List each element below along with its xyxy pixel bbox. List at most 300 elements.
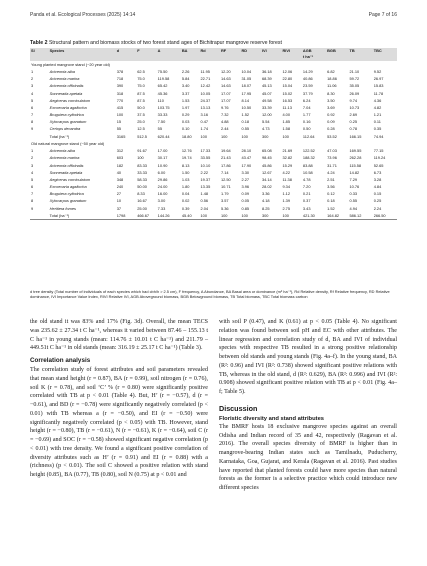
- table-cell: 0.15: [373, 191, 382, 197]
- table-cell: 0.09: [241, 191, 250, 197]
- table-cell: 17.07: [220, 97, 231, 103]
- table-cell: 33.33: [157, 112, 168, 118]
- table-cell: 2.22: [200, 169, 209, 175]
- table-cell: 12.5: [137, 126, 145, 132]
- table-cell: 8: [31, 198, 34, 204]
- column-header: Sl: [30, 48, 49, 55]
- table-cell: 83.33: [137, 162, 147, 168]
- table-cell: 2.27: [241, 176, 250, 182]
- table-cell: 3: [31, 83, 34, 89]
- table-cell: 4.82: [373, 104, 382, 110]
- table-cell: 12.00: [261, 112, 272, 118]
- table-cell: 8.13: [181, 162, 190, 168]
- species-cell: Avicennia alba: [49, 69, 75, 75]
- table-cell: 1.52: [327, 205, 335, 211]
- column-header: TB: [348, 48, 372, 55]
- table-cell: 0.28: [327, 126, 335, 132]
- table-cell: 74.94: [373, 133, 384, 139]
- species-cell: Ceriops decandra: [49, 126, 81, 132]
- table-cell: 7.20: [302, 184, 311, 190]
- table-cell: 18.07: [241, 83, 252, 89]
- table-cell: 3.56: [327, 184, 335, 190]
- table-cell: 2.51: [327, 176, 335, 182]
- table-cell: 0.47: [200, 119, 209, 125]
- paragraph: The BMRF hosts 18 exclusive mangrove species against an overall Odisha and Indian record of 35 and 42, respectively (Ragavan et al. 2016). The overall species diversity of BMRF is higher than in mangrove-bearing Indian states such as Tamilnadu, Puducherry, Karnataka, Goa, Gujarat, and Kerala (Ragavan et al. 2016). Past studies have reported that planted forests could have more species than natural forests as the former is a selective practice which could introduce new different species: [219, 423, 397, 491]
- page-header: [30, 12, 397, 22]
- table-cell: 3.28: [373, 176, 382, 182]
- column-header: IVI: [261, 48, 281, 55]
- table-cell: 36.18: [261, 69, 272, 75]
- table-cell: 9: [31, 205, 34, 211]
- table-cell: 75.50: [157, 69, 168, 75]
- table-cell: 7.29: [349, 176, 358, 182]
- column-header: TBC: [373, 48, 397, 55]
- column-header: AGB: [302, 48, 326, 55]
- section-heading-correlation: Correlation analysis: [30, 357, 91, 364]
- paragraph: The correlation study of forest attributes and soil parameters revealed that mean stand height (r = 0.87), BA (r = 0.99), soil nitrogen (r = 0.76), soil K (r = 0.78), and soil ‘C’ % (r = 0.80) were significantly positive correlated with TB at p < 0.01 (Table 4). But, H’ (r = −0.57), d (r = −0.61), and BD (r = −0.78) were significantly negatively correlated (p < 0.01) with TB whereas a (r = −0.50), and EI (r = −0.50) were significantly negatively correlated (p < 0.05) with TB. However, stand height (r = −0.80), TB (r = −0.61), N (r = −0.61), K (r = −0.64), soil C (r = −0.69) and SOC (r = −0.58) showed significant negative correlation (p < 0.01) with tree density. We found a significant positive correlation of diversity attributes such as H’ (r = 0.91) and EI (r = 0.88) with a (richness) (p < 0.01). The soil C showed a positive relation with stand height (0.85), BA (0.77), TB (0.80), soil N (0.75) at p < 0.01 and: [30, 367, 208, 478]
- table-cell: 15.02: [282, 90, 293, 96]
- table-cell: 0.39: [181, 205, 190, 211]
- table-cell: 0.02: [181, 198, 190, 204]
- unit-label: t ha⁻¹: [302, 55, 397, 61]
- table-cell: 65.42: [157, 83, 168, 89]
- table-cell: 240: [116, 184, 124, 190]
- column-header: RD: [240, 48, 260, 55]
- table-cell: 100: [220, 133, 228, 139]
- table-cell: 1.74: [200, 126, 209, 132]
- table-cell: 166.15: [349, 133, 362, 139]
- table-cell: 100: [281, 212, 301, 220]
- table-row: [30, 83, 397, 90]
- table-cell: 4.73: [261, 126, 270, 132]
- table-cell: 4.78: [302, 176, 311, 182]
- table-cell: 4.18: [261, 198, 270, 204]
- table-cell: 5: [31, 176, 34, 182]
- species-cell: Avicennia officinalis: [49, 83, 84, 89]
- table-cell: 33.39: [261, 104, 272, 110]
- table-cell: 7.04: [302, 104, 311, 110]
- table-cell: 182: [116, 162, 124, 168]
- species-cell: Avicennia marina: [49, 76, 80, 82]
- table-cell: 603: [116, 155, 124, 161]
- table-cell: 4.84: [373, 184, 382, 190]
- table-cell: 4: [31, 90, 34, 96]
- table-cell: 16.00: [157, 191, 168, 197]
- table-cell: 58.33: [137, 176, 147, 182]
- table-cell: 14.29: [302, 69, 313, 75]
- total-row: [30, 212, 397, 220]
- subsection-heading: Floristic diversity and stand attributes: [219, 415, 325, 422]
- table-cell: 23.59: [302, 83, 313, 89]
- table-cell: 40: [116, 169, 122, 175]
- table-cell: 169.55: [349, 148, 362, 154]
- table-cell: 65.08: [261, 148, 272, 154]
- table-cell: 0.03: [181, 119, 190, 125]
- table-cell: 15.04: [282, 83, 293, 89]
- table-cell: 0.25: [373, 198, 382, 204]
- table-cell: 45.07: [261, 90, 272, 96]
- table-cell: 1.77: [302, 112, 311, 118]
- table-cell: 4.88: [220, 119, 229, 125]
- table-cell: [30, 212, 49, 220]
- table-cell: 0.04: [181, 191, 190, 197]
- biomass-table: [30, 48, 397, 220]
- column-header: F: [136, 48, 156, 55]
- table-cell: 0.92: [327, 112, 335, 118]
- table-cell: 31.05: [241, 76, 252, 82]
- table-cell: 100: [241, 133, 248, 139]
- table-cell: 312: [116, 148, 124, 154]
- table-cell: 17.00: [157, 148, 168, 154]
- table-cell: 21.69: [282, 148, 293, 154]
- table-cell: 5.84: [181, 76, 190, 82]
- section-title-row: [30, 140, 397, 147]
- table-cell: 75.0: [137, 83, 145, 89]
- table-cell: 16.67: [137, 198, 147, 204]
- table-cell: 15: [116, 119, 122, 125]
- table-cell: 14.63: [220, 83, 231, 89]
- table-cell: 10: [116, 198, 122, 204]
- table-cell: 5.36: [220, 205, 229, 211]
- table-cell: 12.76: [181, 148, 192, 154]
- table-cell: 34.14: [261, 176, 272, 182]
- table-cell: 47.03: [327, 148, 337, 154]
- table-cell: 17.86: [220, 162, 231, 168]
- table-cell: 45.40: [181, 212, 200, 220]
- table-cell: 4.94: [349, 205, 358, 211]
- table-cell: 164.82: [326, 212, 348, 220]
- table-cell: 26.09: [349, 90, 360, 96]
- table-cell: 83.88: [302, 162, 313, 168]
- table-cell: 28.02: [261, 184, 272, 190]
- table-cell: 4.24: [327, 169, 335, 175]
- table-cell: 0.12: [327, 191, 335, 197]
- table-cell: 13.13: [200, 104, 211, 110]
- table-cell: 26.97: [373, 76, 384, 82]
- table-row: [30, 154, 397, 161]
- table-cell: 2.44: [220, 126, 229, 132]
- table-cell: 5.54: [261, 119, 270, 125]
- table-cell: 1.53: [181, 97, 190, 103]
- table-cell: 12.50: [220, 176, 231, 182]
- table-cell: 33.55: [200, 155, 211, 161]
- table-cell: 50.00: [137, 184, 147, 190]
- column-header: BGB: [326, 48, 348, 55]
- table-cell: 10.58: [302, 169, 313, 175]
- species-cell: Total (ha⁻¹): [49, 133, 70, 139]
- table-cell: 12.20: [220, 69, 231, 75]
- table-cell: 1.21: [373, 112, 382, 118]
- section-title: Young planted mangrove stand (~20 year old): [31, 61, 110, 67]
- journal-citation: Panda et al. Ecological Processes (2025) 14:14: [30, 12, 136, 18]
- species-cell: Avicennia alba: [49, 148, 75, 154]
- table-cell: 718: [116, 76, 124, 82]
- table-cell: 22.80: [282, 76, 293, 82]
- table-row: [30, 68, 397, 75]
- table-cell: 0.18: [327, 198, 335, 204]
- table-cell: 17.90: [241, 162, 252, 168]
- table-cell: 6.24: [302, 97, 311, 103]
- table-cell: 1.97: [181, 104, 190, 110]
- table-cell: 91.67: [137, 148, 147, 154]
- table-cell: 0.25: [349, 119, 358, 125]
- table-cell: 0.78: [349, 126, 358, 132]
- table-cell: 19.37: [200, 176, 211, 182]
- table-cell: 49.58: [261, 97, 272, 103]
- table-cell: 52.65: [373, 162, 384, 168]
- table-row: [30, 183, 397, 190]
- table-cell: 3.00: [157, 198, 166, 204]
- table-row: [30, 126, 397, 133]
- table-cell: 1.48: [200, 191, 209, 197]
- table-cell: 11.95: [200, 69, 210, 75]
- table-cell: 100: [116, 112, 124, 118]
- table-cell: 6: [31, 184, 34, 190]
- table-cell: 29.86: [157, 176, 168, 182]
- table-cell: 7.32: [220, 112, 229, 118]
- table-cell: 11.06: [327, 83, 337, 89]
- column-header: RIVI: [281, 48, 301, 55]
- table-cell: 11.78: [373, 90, 384, 96]
- table-cell: 98.45: [261, 155, 272, 161]
- table-cell: 266.50: [373, 212, 397, 220]
- table-cell: 0.56: [200, 198, 209, 204]
- table-cell: 100: [220, 212, 240, 220]
- table-cell: 0.33: [349, 191, 358, 197]
- table-cell: 2: [31, 76, 34, 82]
- table-cell: 1.80: [181, 184, 190, 190]
- table-cell: 21.43: [220, 155, 231, 161]
- table-cell: 59.72: [349, 76, 360, 82]
- table-cell: 1798: [116, 212, 136, 220]
- table-cell: 14.82: [349, 169, 360, 175]
- section-heading-discussion: Discussion: [219, 403, 258, 413]
- table-cell: 9: [31, 126, 34, 132]
- table-cell: 45.86: [261, 162, 272, 168]
- table-cell: 512.5: [137, 133, 147, 139]
- table-cell: 110: [157, 97, 164, 103]
- table-cell: 100: [137, 155, 144, 161]
- table-cell: 1.50: [181, 169, 190, 175]
- table-cell: 0.21: [302, 191, 311, 197]
- table-cell: 4.00: [282, 112, 291, 118]
- table-cell: 378: [116, 69, 124, 75]
- table-cell: 35.05: [349, 83, 360, 89]
- table-cell: 75.0: [137, 76, 145, 82]
- table-cell: 119.58: [157, 76, 170, 82]
- table-cell: 421.30: [302, 212, 326, 220]
- table-cell: 24.00: [157, 184, 168, 190]
- table-cell: 0.09: [327, 119, 335, 125]
- species-cell: Heritiera fomes: [49, 205, 77, 211]
- table-cell: 37.79: [302, 90, 313, 96]
- table-cell: 6.73: [373, 169, 382, 175]
- table-cell: 18.80: [181, 133, 192, 139]
- right-column: [219, 318, 397, 493]
- page-number: Page 7 of 16: [368, 12, 397, 18]
- table-cell: 25.0: [137, 119, 145, 125]
- table-cell: 3.36: [261, 191, 270, 197]
- table-cell: 0.05: [241, 198, 250, 204]
- table-cell: 73.96: [327, 155, 337, 161]
- paragraph: the old stand it was 83% and 17% (Fig. 3d). Overall, the mean TECS was 235.62 ± 27.34 t C ha⁻¹, whereas it varied between 87.46 – 155.13 t C ha⁻¹ in young stands (mean: 114.76 ± 10.01 t C ha⁻¹) and 211.79 – 449.51t C ha⁻¹ in old stands (mean: 316.19 ± 25.17 t C ha⁻¹) (Table 3).: [30, 319, 208, 352]
- table-cell: 17.07: [220, 90, 231, 96]
- table-cell: 1: [31, 69, 34, 75]
- table-row: [30, 75, 397, 82]
- table-cell: 1: [31, 148, 34, 154]
- table-cell: 2.26: [181, 69, 190, 75]
- table-cell: 119.24: [373, 155, 386, 161]
- table-cell: 2.75: [282, 205, 291, 211]
- species-cell: Excoecaria agallocha: [49, 104, 87, 110]
- column-header: Rd: [200, 48, 220, 55]
- table-cell: [30, 133, 49, 140]
- table-cell: 3.50: [327, 97, 335, 103]
- table-cell: 7: [31, 191, 34, 197]
- table-cell: 8: [31, 119, 34, 125]
- table-cell: 37: [116, 205, 122, 211]
- table-row: [30, 198, 397, 205]
- table-cell: 10.90: [157, 162, 168, 168]
- table-cell: 1.85: [282, 119, 291, 125]
- table-cell: 144.26: [157, 212, 181, 220]
- table-cell: 4: [31, 169, 34, 175]
- table-cell: 55: [116, 126, 122, 132]
- table-row: [30, 118, 397, 125]
- table-cell: 1.58: [282, 126, 291, 132]
- total-row: [30, 133, 397, 140]
- table-cell: 0.85: [241, 205, 250, 211]
- table-cell: 12.42: [200, 83, 211, 89]
- species-cell: Excoecaria agallocha: [49, 184, 87, 190]
- table-cell: 37.5: [137, 112, 145, 118]
- table-cell: 1.52: [241, 112, 250, 118]
- table-cell: 2: [31, 155, 34, 161]
- table-body: [30, 61, 397, 220]
- species-cell: Sonneratia apetala: [49, 169, 83, 175]
- table-row: [30, 104, 397, 111]
- table-cell: 100: [282, 133, 289, 139]
- table-cell: 15.29: [282, 162, 293, 168]
- table-cell: 115.58: [349, 162, 362, 168]
- table-cell: 53.52: [327, 133, 337, 139]
- table-cell: 1.12: [282, 191, 291, 197]
- table-cell: 68.39: [261, 76, 272, 82]
- table-cell: 188.32: [302, 155, 315, 161]
- table-cell: 390: [116, 83, 124, 89]
- table-cell: 45.36: [157, 90, 168, 96]
- table-cell: 3.96: [241, 184, 250, 190]
- table-cell: 18.86: [327, 76, 337, 82]
- table-cell: 0.55: [241, 126, 250, 132]
- table-cell: 10.04: [241, 69, 252, 75]
- biomass-table-container: [30, 48, 397, 220]
- section-title-row: [30, 61, 397, 68]
- table-cell: 415: [116, 104, 124, 110]
- table-cell: 770: [116, 97, 124, 103]
- column-header: RF: [220, 48, 240, 55]
- table-cell: 586.12: [348, 212, 372, 220]
- table-cell: 8.33: [137, 191, 145, 197]
- table-footnote: d tree density (Total number of individuals of each species which had cbh/h > 2.5 cm), F frequency, A Abundance, BA Basal area or dominance (m² ha⁻¹), Rd Relative density, Rf Relative frequency, RD Relative dominance, IVI Importance Value Index, RIVI Relative IVI, AGB Aboveground biomass, BGB Belowground biomass, TB Total biomass, TBC Total biomass carbon: [30, 289, 390, 300]
- table-cell: 22.71: [200, 76, 211, 82]
- table-cell: 19.74: [181, 155, 192, 161]
- species-cell: Bruguiera cylindrica: [49, 112, 84, 118]
- species-cell: Avicennia officinalis: [49, 162, 84, 168]
- table-cell: 11.38: [282, 176, 292, 182]
- species-cell: Aegiceras corniculatum: [49, 176, 91, 182]
- table-cell: 300: [261, 133, 269, 139]
- table-cell: 348: [116, 176, 124, 182]
- table-cell: 33.33: [137, 169, 147, 175]
- table-cell: 103.75: [157, 104, 170, 110]
- table-row: [30, 147, 397, 154]
- table-cell: 17.95: [241, 90, 252, 96]
- species-cell: Bruguiera cylindrica: [49, 191, 84, 197]
- table-cell: 100: [200, 212, 220, 220]
- table-cell: 55: [157, 126, 162, 132]
- species-cell: Sonneratia apetala: [49, 90, 83, 96]
- table-cell: 12.67: [261, 169, 272, 175]
- table-cell: 15.83: [373, 83, 384, 89]
- table-cell: 8.25: [261, 205, 270, 211]
- table-cell: 0.50: [302, 126, 311, 132]
- table-cell: 0.11: [373, 119, 381, 125]
- table-row: [30, 176, 397, 183]
- table-header-row: [30, 48, 397, 55]
- column-header: d: [116, 48, 136, 55]
- table-cell: 0.37: [302, 198, 311, 204]
- table-cell: 4.36: [373, 97, 382, 103]
- table-cell: 3165: [116, 133, 126, 139]
- table-cell: 10.71: [220, 184, 231, 190]
- table-cell: 10.05: [200, 90, 211, 96]
- table-row: [30, 97, 397, 104]
- column-header: Species: [49, 48, 116, 55]
- table-cell: 10.50: [241, 104, 252, 110]
- table-cell: 9.76: [220, 104, 229, 110]
- table-cell: 7.14: [220, 169, 229, 175]
- column-header: BA: [181, 48, 200, 55]
- table-row: [30, 111, 397, 118]
- species-cell: Xylocarpus granatum: [49, 198, 87, 204]
- table-cell: 9.34: [282, 184, 291, 190]
- paragraph: with soil P (0.47), and K (0.61) at p < 0.05 (Table 4). No significant relation was found between soil pH and EC with other attributes. The linear regression and correlation study of d, BA and IVI of individual species with respective TB resulted in a strong positive relationship between old stands and young stands (Fig. 4a–f). In the young stand, BA (R²: 0.96) and IVI (R²: 0.738) showed significant positive relations with TB, whereas in the old stand, d (R²: 0.629), BA (R²: 0.996) and IVI (R²: 0.908) showed significant positive relation with TB at p < 0.01 (Fig. 4a–f; Table 5).: [219, 319, 397, 395]
- table-cell: 3.37: [181, 90, 190, 96]
- table-cell: 7.33: [157, 205, 166, 211]
- table-cell: 7: [31, 112, 34, 118]
- table-cell: 0.16: [302, 119, 311, 125]
- table-cell: 9.52: [373, 69, 382, 75]
- table-cell: 24.37: [200, 97, 211, 103]
- table-cell: 3: [31, 162, 34, 168]
- table-cell: 87.5: [137, 90, 145, 96]
- table-cell: 25.00: [137, 205, 147, 211]
- table-row: [30, 90, 397, 97]
- table-cell: 262.28: [349, 155, 362, 161]
- table-cell: 0.10: [181, 126, 190, 132]
- table-cell: 3.40: [181, 83, 190, 89]
- table-cell: 30.17: [157, 155, 168, 161]
- table-cell: 11.13: [282, 104, 292, 110]
- table-cell: 21.10: [349, 69, 360, 75]
- table-cell: 43.47: [241, 155, 252, 161]
- table-cell: 13.35: [200, 184, 211, 190]
- species-cell: Aegiceras corniculatum: [49, 97, 91, 103]
- table-row: [30, 190, 397, 197]
- table-cell: 77.15: [373, 148, 384, 154]
- table-cell: 10.73: [349, 104, 360, 110]
